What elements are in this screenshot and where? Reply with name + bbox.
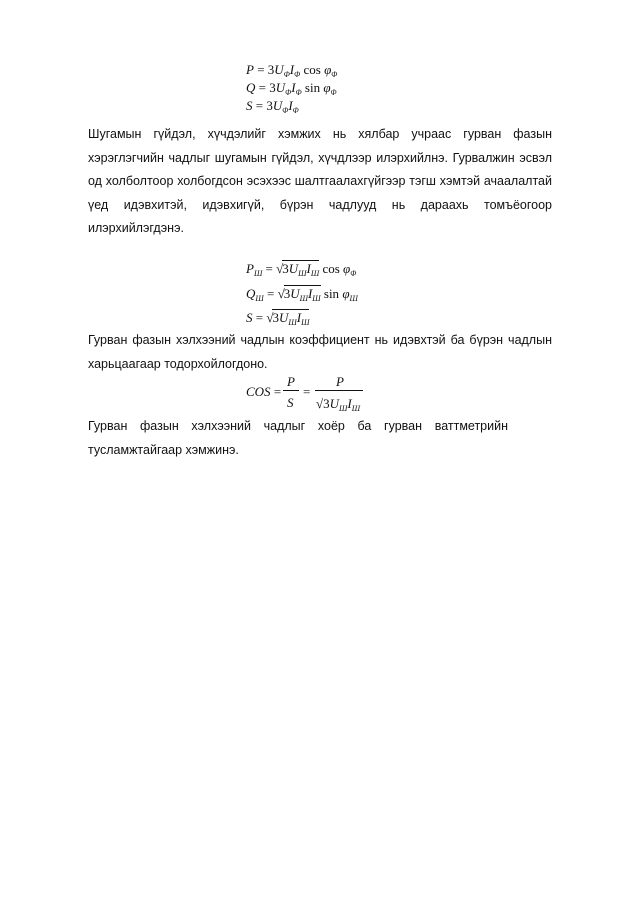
paragraph-line-quantities: Шугамын гүйдэл, хүчдэлийг хэмжих нь хялбар учраас гурван фазын хэрэглэгчийн чадлыг шугамын гүйдэл, хүчдлээр илэрхийлнэ. Гурвалжин эсвэл од холболтоор холбогдсон эсэхээс шалтгаалахгүйгээр тэгш хэмтэй ачаалалтай үед идэвхитэй, идэвхигүй, бүрэн чадлууд нь дараахь томъёогоор илэрхийлэгдэнэ.	[88, 127, 552, 235]
formula-reactive-power-line: $Q_Ш = √3U_ШI_Ш$ $\sin \varphi_Ш$	[246, 286, 358, 303]
sqrt-symbol: √	[266, 310, 274, 325]
cos-lhs: COS =	[246, 384, 282, 399]
frac2-denominator: $√3U_ШI_Ш$	[316, 396, 361, 413]
frac1-bar	[283, 390, 299, 391]
frac1-denominator: S	[287, 395, 294, 410]
formula-reactive-power-phase: $Q = 3U_\Phi I_\Phi$ $\sin \varphi_\Phi$	[246, 80, 337, 97]
formula-apparent-power-line: $S = √3U_ШI_Ш$	[246, 310, 310, 327]
paragraph-power-factor: Гурван фазын хэлхээний чадлын коэффициент нь идэвхтэй ба бүрэн чадлын харьцаагаар тодорхойлогдоно.	[88, 333, 552, 371]
sqrt-symbol: √	[277, 286, 285, 301]
sqrt-symbol: √	[276, 261, 284, 276]
equals-sign: =	[303, 384, 311, 399]
formula-active-power-phase: $P = 3U_\Phi I_\Phi$ $\cos \varphi_\Phi$	[246, 62, 338, 79]
frac2-numerator: P	[336, 374, 344, 389]
formula-apparent-power-phase: $S = 3U_\Phi I_\Phi$	[246, 98, 299, 115]
frac2-bar	[315, 390, 363, 391]
formula-active-power-line: $P_Ш = √3U_ШI_Ш$ $\cos \varphi_\Phi$	[246, 261, 357, 278]
frac1-numerator: P	[287, 374, 295, 389]
sqrt-symbol: √	[316, 396, 324, 411]
paragraph-wattmeter: Гурван фазын хэлхээний чадлыг хоёр ба гурван ваттметрийн тусламжтайгаар хэмжинэ.	[88, 419, 508, 457]
